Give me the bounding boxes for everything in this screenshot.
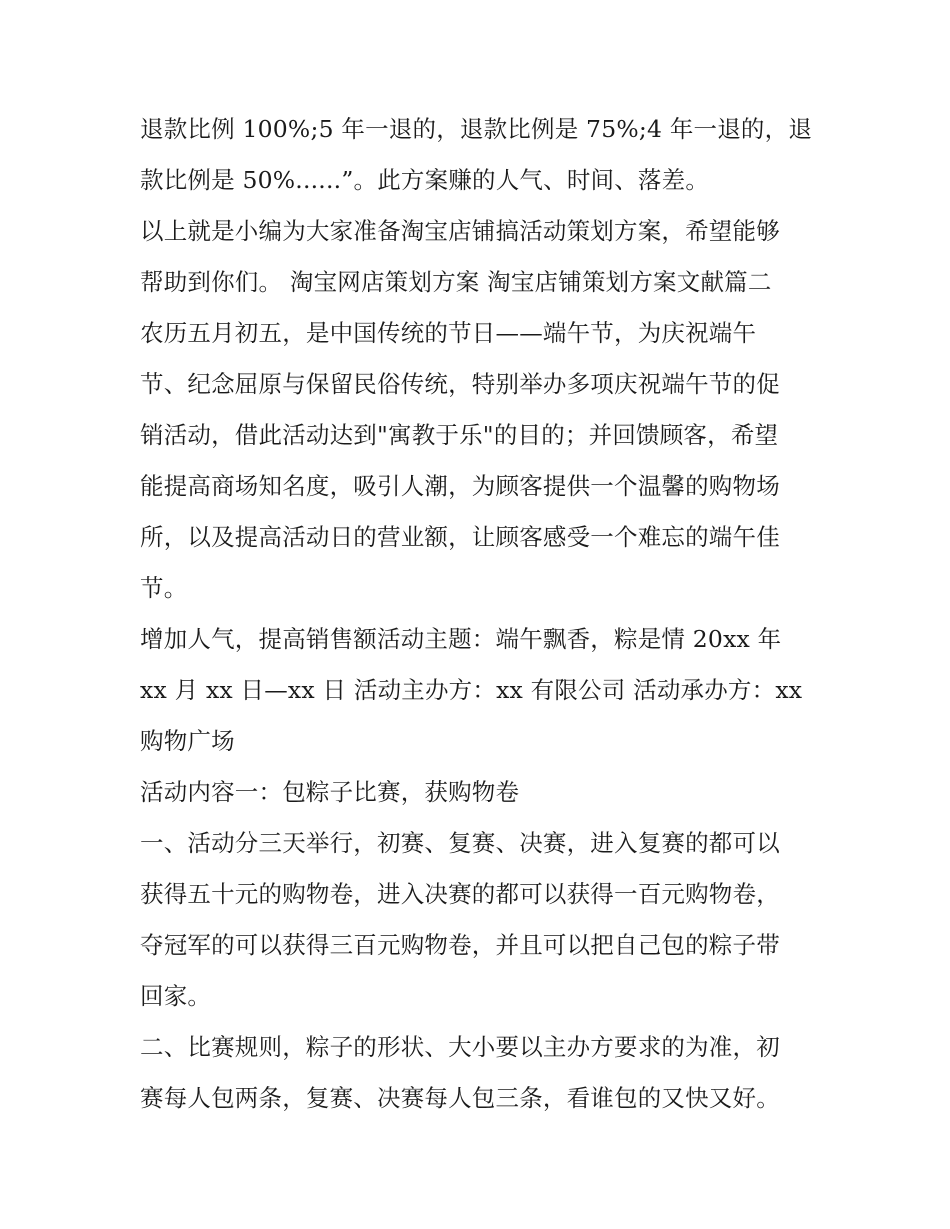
paragraph-rule-one	[140, 818, 815, 1022]
text-line: 获得五十元的购物卷，进入决赛的都可以获得一百元购物卷，	[140, 880, 780, 908]
text-line: 能提高商场知名度，吸引人潮，为顾客提供一个温馨的购物场	[140, 472, 780, 500]
paragraph-dragon-boat-intro	[140, 308, 815, 614]
text-line: 赛每人包两条，复赛、决赛每人包三条，看谁包的又快又好。	[140, 1084, 780, 1112]
paragraph-activity-content-heading	[140, 767, 815, 818]
text-line: 以上就是小编为大家准备淘宝店铺搞活动策划方案，希望能够	[140, 217, 780, 245]
paragraph-summary	[140, 206, 815, 308]
document-body	[140, 104, 815, 1124]
text-line: 帮助到你们。 淘宝网店策划方案 淘宝店铺策划方案文献篇二	[140, 268, 772, 296]
text-line: 增加人气，提高销售额活动主题：端午飘香，粽是情 20xx 年	[140, 625, 782, 653]
text-line: 节。	[140, 574, 188, 602]
paragraph-rule-two	[140, 1022, 815, 1124]
text-line: 二、比赛规则，粽子的形状、大小要以主办方要求的为准，初	[140, 1033, 780, 1061]
text-line: 退款比例 100%;5 年一退的，退款比例是 75%;4 年一退的，退	[140, 115, 813, 143]
text-line: 购物广场	[140, 727, 235, 755]
text-line: 一、活动分三天举行，初赛、复赛、决赛，进入复赛的都可以	[140, 829, 780, 857]
text-line: 节、纪念屈原与保留民俗传统，特别举办多项庆祝端午节的促	[140, 370, 780, 398]
text-line: 农历五月初五，是中国传统的节日——端午节，为庆祝端午	[140, 319, 757, 347]
paragraph-refund-ratio	[140, 104, 815, 206]
text-line: xx 月 xx 日—xx 日 活动主办方：xx 有限公司 活动承办方：xx	[140, 676, 803, 704]
text-line: 所，以及提高活动日的营业额，让顾客感受一个难忘的端午佳	[140, 523, 780, 551]
text-line: 回家。	[140, 982, 212, 1010]
text-line: 夺冠军的可以获得三百元购物卷，并且可以把自己包的粽子带	[140, 931, 780, 959]
text-line: 活动内容一：包粽子比赛，获购物卷	[140, 778, 520, 806]
text-line: 款比例是 50%......”。此方案赚的人气、时间、落差。	[140, 166, 710, 194]
paragraph-activity-theme	[140, 614, 815, 767]
text-line: 销活动，借此活动达到"寓教于乐"的目的；并回馈顾客，希望	[140, 421, 779, 449]
